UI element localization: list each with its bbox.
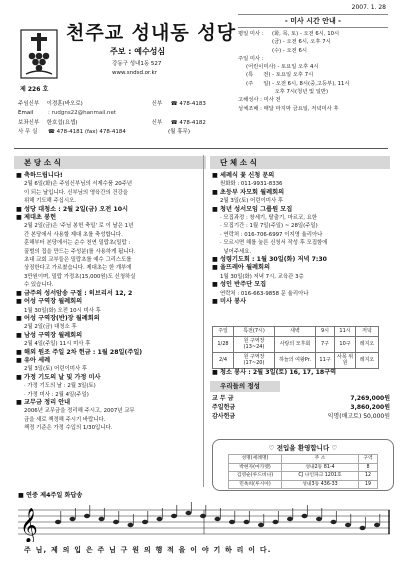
note [84, 514, 90, 518]
news-item-title: ■ 남성 구역장 월례회의 [16, 331, 83, 339]
news-item-line: 위해 기도해 주십시오. [24, 198, 77, 205]
table-row: 2/4 원 구역장 (17~20) 하늘의 여왕Pr. 11구 사목 위원 레지오 [213, 352, 379, 368]
header-divider [14, 148, 388, 149]
news-item-line: 상징한다고 가르쳤습니다. 제대초는 한 개부에 [24, 265, 132, 272]
news-item-title: ■ 교무금 정리 안내 [16, 398, 71, 406]
news-item-line: 이 되는 날입니다. 신부님의 영육간의 건강을 [24, 189, 129, 196]
contact-row: Email : rudgns22@hanmail.net [18, 110, 117, 117]
news-item-line: 금을 새로 책정해 주시기 바랍니다. [24, 416, 106, 423]
note [345, 523, 351, 527]
note [142, 520, 148, 524]
note [331, 520, 337, 524]
news-item-title: ■ 어성 구역장(반)장 월례회의 [16, 314, 100, 322]
parish-news [16, 172, 200, 433]
note [229, 520, 235, 524]
newcomers-table [228, 454, 378, 489]
news-item-title: ■ 청년 성서모임 그룹원 모집 [212, 205, 293, 213]
note [360, 526, 366, 530]
contact-list [18, 100, 228, 138]
news-item-title: ■ 제대초 봉헌 [16, 214, 57, 222]
finance-row: 교 무 금 7,269,000원 [212, 395, 390, 402]
news-item-line: 훈해부터 본당에서는 순수 천연 밀랍초(밀랍 : [24, 240, 131, 247]
note [302, 514, 308, 518]
news-item-line: · 모르시면 해를 눌른 신청서 작성 후 모집함에 [220, 240, 328, 247]
note [55, 520, 61, 524]
news-item-title: ■ 축하드립니다! [16, 172, 63, 179]
news-item-line: 2월 6일(화)은 주임신부님의 서제수품 20주년 [24, 181, 133, 188]
group-news-header: 단 체 소 식 [210, 156, 390, 169]
bulletin-theme: 주보 : 예수성심 [110, 47, 166, 56]
table-row: 주일 특전(7시) 새벽 9시 11시 저녁 [213, 327, 379, 337]
mass-schedule: 평일 미사 : (화, 목, 토) - 오전 6시, 10시 (금) - 오전 6시, 오후 7시 (수) - 오전 6시 주일 미사 : (어린이미사) - 토요일 오후 4시 (특 전) - 토요일 오후 7시 (주 일) - 오전 6시, 8시(중,고등부), 11시 오후 7시(청년 및 일반) 고해성사 : 미사 전 성체조배 : 매달 마지막 금요일, 저녁미사 후 [238, 31, 350, 112]
note [374, 523, 380, 527]
news-item-title: ■ 가정 기도의 날 및 가정 미사 [16, 373, 101, 381]
note [99, 517, 105, 521]
note [287, 517, 293, 521]
news-item-line: 간 본당에서 사용할 제대 초를 축성합니다. [24, 231, 123, 238]
news-item-line: 2006년 교무금을 정리해 주시고, 2007년 교무 [24, 408, 135, 415]
table-row: 민옥희(루시아) 성내3동 436-33 19 [229, 480, 378, 489]
news-item-line: · 가정 기도의 날 : 2월 3일(토) [24, 383, 96, 390]
news-item-line: · 모집기간 : 1월 7일(주일) ~ 28일(주일) [220, 223, 318, 230]
finance-list [212, 394, 390, 421]
group-news [212, 172, 392, 307]
news-item-title: ■ 성령기도회 : 1월 30일(화) 저녁 7:30 [212, 256, 327, 264]
parish-news-header: 본 당 소 식 [14, 156, 206, 169]
news-item-line: 1월 30일(화) 오전 10시 미사 후 [24, 307, 101, 314]
newcomers-box [212, 439, 394, 491]
note [128, 523, 134, 527]
contact-row: 보좌신부 한호섭(요셉) 신부 ☎ 478-4182 [18, 119, 206, 126]
table-row: 박현자(마가렛) 성내2동 81-4 8 [229, 463, 378, 472]
news-item-line: 연락처 : 016-663-9858 문 율리아나 [220, 290, 309, 297]
news-item-title: ■ 유아 세례 [16, 356, 51, 364]
note [157, 517, 163, 521]
note [186, 511, 192, 515]
mass-service-table [212, 326, 379, 369]
news-item-line: · 모집과정 : 창세기, 탈출기, 마르코, 요한 [220, 215, 318, 222]
note [273, 520, 279, 524]
table-row: 1/28 원 구역장 (13~24) 사랑의 모후회 7구 10구 레지오 [213, 336, 379, 352]
news-item-line: 2월 2일(금)은 '주님 봉헌 축일' 로 이 날은 1년 [24, 223, 134, 230]
news-item-line: 넣어주세요. [220, 248, 252, 255]
news-item-line: 2월 4일(주일) 11시 미사 후 [24, 341, 91, 348]
newcomers-title: ♡ 전입을 환영합니다 ♡ [268, 444, 338, 452]
column-divider [203, 155, 204, 487]
finance-row: 주일헌금 3,860,200원 [212, 404, 390, 411]
news-item-title: ■ 울뜨레아 월례회의 [212, 264, 270, 272]
issue-date: 2007. 1. 28 [351, 4, 386, 11]
news-item-title: ■ 해외 원조 주일 2차 헌금 : 1월 28일(주일) [16, 348, 143, 356]
psalm-lyrics: 주 님, 제 의 입 은 주 님 구 원 의 행 적 을 이 야 기 하 리 이 다. [24, 546, 272, 554]
news-item-title: ■ 성인 반주단 모집 [212, 281, 267, 289]
news-item-line: 1월 30일(화) 저녁 7시, 교육관 3층 [220, 273, 304, 280]
note [316, 517, 322, 521]
contact-row: 주임신부 이경훈(바오로) 신부 ☎ 478-4183 [18, 101, 206, 107]
news-item-line: 초대 교회 교부들은 밀랍초를 예수 그리스도를 [24, 257, 132, 264]
finance-row: 감사헌금 익명(배고토) 50,000원 [212, 413, 390, 420]
news-item-line: · 연락처 : 016-706-6997 이지영 율리아나 [220, 231, 323, 238]
news-item-title: ■ 초등부 자모회 월례회의 [212, 188, 285, 196]
news-item-line: 꿀벌의 집을 만드는 주성분)를 사용하게 됩니다. [24, 248, 136, 255]
cleaning-service: ■ 청소 봉사 : 2월 3일(토) 16, 17, 18구역 [212, 369, 337, 376]
news-item-title: ■ 미사 봉사 [212, 298, 247, 306]
note [200, 514, 206, 518]
note [258, 523, 264, 527]
news-item-title: ■ 금주의 성서암송 구절 : 히브리서 12, 2 [16, 289, 133, 297]
contact-row: 사 무 실 ☎ 478-4181 (fax) 478-4184 (월 휴무) [18, 129, 190, 136]
mass-schedule-title: - 미사 시간 안내 - [238, 14, 388, 28]
music-staff [18, 502, 390, 542]
news-item-line: 책정 기준은 가정 수입의 1/30입니다. [24, 425, 113, 432]
news-item-line: 2월 3일(토) 어린이미사 후 [220, 198, 284, 205]
news-item-line: 원화화 : 011-9931-8336 [220, 181, 283, 188]
news-item-title: ■ 어성 구역장 월례회의 [16, 298, 83, 306]
news-item-line: · 가정 미사 : 2월 4일(주일) [24, 391, 89, 398]
finance-header: 우리들의 정성 [210, 381, 280, 392]
news-item-line: 3만원이며, 밀랍 가정초(15,000원)도 신청하실 [24, 273, 136, 280]
table-row: 김영순(루드비나) CJ 나인파크 1201호 12 [229, 472, 378, 481]
table-row: 성명(세례명) 주 소 구역 [229, 455, 378, 464]
treble-clef-icon: 𝄞 [20, 508, 38, 542]
news-item-line: 2월 2일(금) 대청소 후 [24, 324, 77, 331]
note [215, 517, 221, 521]
news-item-title: ■ 세례식 꽃 신청 문의 [212, 172, 275, 179]
news-item-line: 2월 3일(토) 어린이미사 후 [24, 366, 88, 373]
church-address: 강동구 성내1동 527 www.sndsd.or.kr [112, 61, 162, 76]
church-name: 천주교 성내동 성당 [66, 22, 237, 44]
note [171, 514, 177, 518]
note [113, 520, 119, 524]
issue-number: 제 226 호 [20, 86, 49, 93]
grape-logo-icon [18, 28, 60, 80]
note [244, 520, 250, 524]
news-item-title: ■ 성당 대청소 : 2월 2일(금) 오전 10시 [16, 205, 129, 213]
psalm-title: ■ 연중 제4주일 화답송 [18, 492, 83, 499]
news-item-line: 수 있습니다. [24, 282, 54, 289]
note [70, 517, 76, 521]
